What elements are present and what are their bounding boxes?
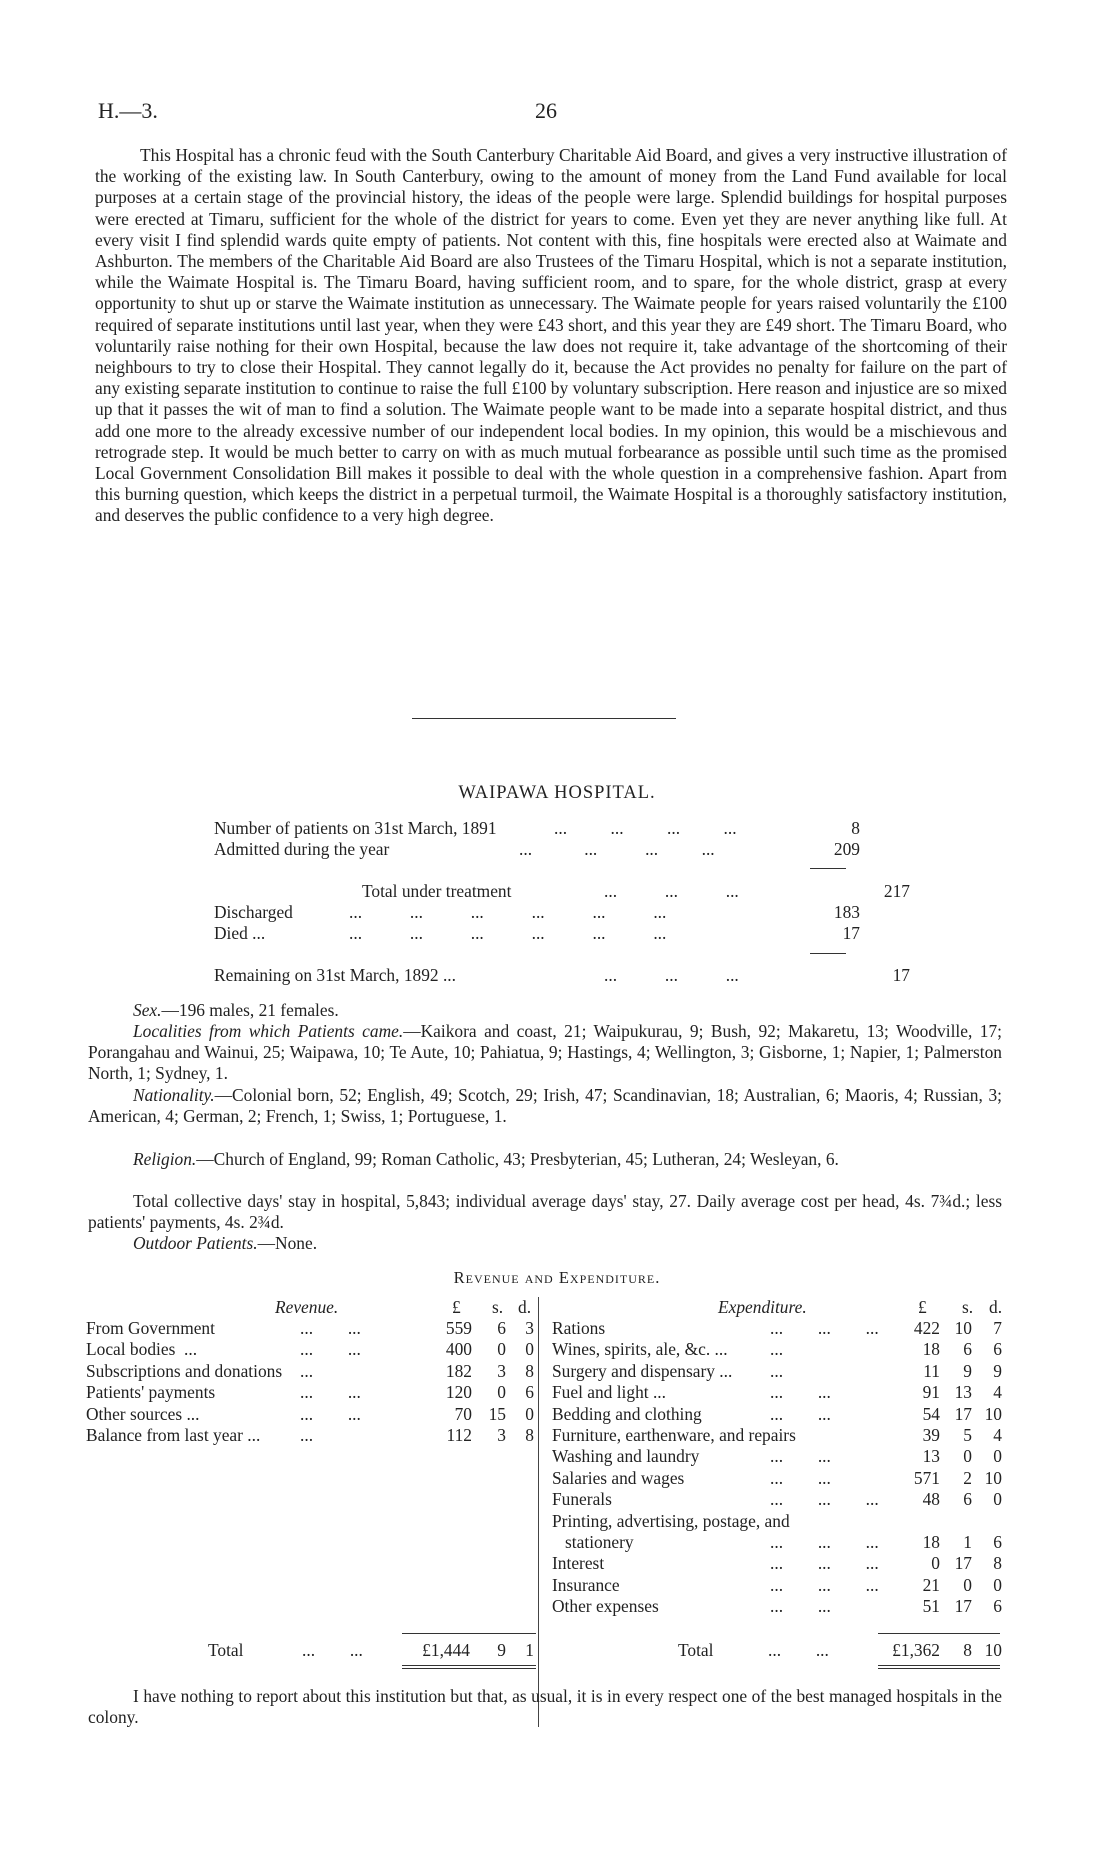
expenditure-row-pounds: 21 [922,1574,940,1595]
expenditure-row-label: Insurance [552,1574,620,1595]
row-dots: ... ... ... [604,965,739,985]
expenditure-total-double-rule [878,1668,1000,1669]
sum-line [810,953,846,954]
stay-paragraph: Total collective days' stay in hospital, 5,843; individual average days' stay, 27. Daily average cost per head, 4s. 7¾d.; less patients' payments, 4s. 2¾d. [88,1191,1002,1233]
revenue-row-pence: 0 [525,1339,534,1360]
revenue-total-double-rule [402,1668,536,1669]
expenditure-row-shillings: 13 [954,1382,972,1403]
revenue-col-pounds: £ [452,1297,461,1317]
page-number: 26 [535,98,557,123]
expenditure-row-dots: ... ... ... [770,1553,879,1574]
revenue-heading: Revenue. [275,1297,339,1317]
revenue-row-dots: ... ... [300,1382,361,1403]
expenditure-row-pounds: 0 [931,1553,940,1574]
revenue-total-double-rule [402,1665,536,1666]
expenditure-row-label: Wines, spirits, ale, &c. ... [552,1339,728,1360]
nationality-text: —Colonial born, 52; English, 49; Scotch, 29; Irish, 47; Scandinavian, 18; Australian, 6; Maoris, 4; Russian, 3; American, 4; German, 2; French, 1; Swiss, 1; Portuguese, 1. [88,1085,1002,1127]
row-dots: ... ... ... ... [519,839,715,859]
revenue-total-dots: ... ... [302,1640,363,1660]
expenditure-row-dots: ... [770,1339,784,1360]
expenditure-row-pence: 0 [993,1446,1002,1467]
outdoor-paragraph [88,1233,1002,1254]
localities-label: Localities from which Patients came. [133,1021,404,1041]
expenditure-row-label: Surgery and dispensary ... [552,1360,733,1381]
revenue-row-pounds: 400 [445,1339,472,1360]
expenditure-row-pence: 7 [993,1318,1002,1338]
expenditure-row-pence: 6 [993,1596,1002,1617]
revenue-total-pounds: £1,444 [422,1640,470,1660]
expenditure-row-pence: 10 [984,1467,1002,1488]
expenditure-row-dots: ... [770,1360,784,1381]
expenditure-total-pence: 10 [984,1640,1002,1660]
revenue-row-pence: 0 [525,1403,534,1424]
expenditure-row-label: stationery [552,1532,634,1552]
revenue-row-dots: ... ... [300,1318,361,1338]
revenue-row-label: Local bodies ... [86,1339,198,1360]
expenditure-row-pounds: 18 [922,1532,940,1552]
intro-paragraph: This Hospital has a chronic feud with the South Canterbury Charitable Aid Board, and gives a very instructive illustration of the working of the existing law. In South Canterbury, owing to the amount of money from the Land Fund available for local purposes at a certain stage of the provincial history, the ideas of the people were large. Splendid buildings for hospital purposes were erected at Timaru, sufficient for the whole of the district for years to come. Even yet they are never anything like full. At every visit I find splendid wards quite empty of patients. Not content with this, fine hospitals were erected also at Waimate and Ashburton. The members of the Charitable Aid Board are also Trustees of the Timaru Hospital, which is not a separate institution, while the Waimate Hospital is. The Timaru Board, having sufficient room, and to spare, for the whole district, grasp at every opportunity to shut up or starve the Waimate institution as unnecessary. The Waimate people for years raised voluntarily the £100 required of separate institutions until last year, when they were £43 short, and this year they are £49 short. The Timaru Board, who voluntarily raise nothing for their own Hospital, because the law does not require it, take advantage of the shortcoming of their neighbours to try to close their Hospital. They cannot legally do it, because the Act provides no penalty for failure on the part of any existing separate institution to continue to raise the full £100 by voluntary subscription. Here reason and injustice are so mixed up that it passes the wit of man to find a solution. The Waimate people want to be made into a separate hospital district, and thus add one more to the already excessive number of our independent local bodies. In my opinion, this would be a mischievous and retrograde step. It would be much better to carry on with as much mutual forbearance as possible until such time as the promised Local Government Consolidation Bill makes it possible to deal with the whole question in a comprehensive fashion. Apart from this burning question, which keeps the district in a perpetual turmoil, the Waimate Hospital is a thoroughly satisfactory institution, and deserves the public confidence to a very high degree. [95,145,1007,526]
expenditure-row-pence: 8 [993,1553,1002,1574]
expenditure-row-shillings: 2 [963,1467,972,1488]
expenditure-row-dots: ... ... [770,1403,831,1424]
religion-text: —Church of England, 99; Roman Catholic, 43; Presbyterian, 45; Lutheran, 24; Wesleyan, 6. [196,1149,839,1169]
row-label: Number of patients on 31st March, 1891 [214,818,497,838]
expenditure-total-pounds: £1,362 [892,1640,940,1660]
revenue-row-pounds: 70 [454,1403,472,1424]
revenue-total-rule [402,1633,536,1634]
expenditure-row-dots: ... ... [770,1382,831,1403]
expenditure-row-pence: 4 [993,1425,1002,1445]
expenditure-row-label: Printing, advertising, postage, and [552,1510,790,1531]
row-label: Remaining on 31st March, 1892 ... [214,965,456,985]
row-value: 17 [842,923,860,943]
localities-paragraph [88,1021,1002,1085]
expenditure-row-shillings: 17 [954,1553,972,1574]
row-value: 183 [833,902,860,922]
sex-paragraph [88,1000,1002,1021]
outdoor-label: Outdoor Patients. [133,1233,258,1253]
expenditure-row-pounds: 48 [922,1489,940,1510]
sex-label: Sex. [133,1000,162,1020]
row-label: Discharged [214,902,293,922]
expenditure-col-pounds: £ [918,1297,927,1317]
revenue-row-pounds: 182 [445,1360,472,1381]
expenditure-row-shillings: 10 [954,1318,972,1338]
row-label: Admitted during the year [214,839,390,859]
expenditure-row-shillings: 9 [963,1360,972,1381]
revenue-total-shillings: 9 [497,1640,506,1660]
column-divider [538,1297,539,1727]
revenue-row-shillings: 3 [497,1360,506,1381]
expenditure-row-label: Interest [552,1553,605,1574]
row-dots: ... ... ... ... ... ... [349,902,667,922]
row-dots: ... ... ... [604,881,739,901]
expenditure-row-label: Rations [552,1318,606,1338]
expenditure-col-shillings: s. [962,1297,974,1317]
section-divider [412,718,676,719]
expenditure-row-pounds: 18 [922,1339,940,1360]
expenditure-row-shillings: 6 [963,1489,972,1510]
revenue-total-pence: 1 [525,1640,534,1660]
revenue-row-shillings: 0 [497,1382,506,1403]
row-value: 217 [883,881,910,901]
expenditure-total-rule [878,1633,1000,1634]
revenue-row-pence: 8 [525,1360,534,1381]
expenditure-row-pence: 9 [993,1360,1002,1381]
row-value: 209 [833,839,860,859]
expenditure-row-shillings: 0 [963,1446,972,1467]
expenditure-row-pounds: 11 [923,1360,940,1381]
expenditure-col-pence: d. [989,1297,1003,1317]
revenue-row-pence: 6 [525,1382,534,1403]
expenditure-row-pence: 0 [993,1489,1002,1510]
revenue-row-label: Patients' payments [86,1382,216,1403]
expenditure-row-shillings: 0 [963,1574,972,1595]
row-value: 8 [851,818,860,838]
revenue-row-pence: 8 [525,1425,534,1445]
expenditure-row-pounds: 422 [913,1318,940,1338]
outdoor-text: —None. [257,1233,318,1253]
expenditure-row-label: Funerals [552,1489,612,1510]
revenue-col-pence: d. [518,1297,532,1317]
revenue-row-label: Other sources ... [86,1403,200,1424]
expenditure-row-dots: ... ... ... [770,1489,879,1510]
expenditure-row-shillings: 17 [954,1596,972,1617]
expenditure-total-dots: ... ... [768,1640,829,1660]
expenditure-row-pounds: 54 [922,1403,940,1424]
revenue-row-shillings: 6 [497,1318,506,1338]
expenditure-heading: Expenditure. [718,1297,807,1317]
expenditure-total-shillings: 8 [963,1640,972,1660]
expenditure-row-dots: ... ... [770,1446,831,1467]
expenditure-row-shillings: 1 [963,1532,972,1552]
expenditure-row-shillings: 17 [954,1403,972,1424]
expenditure-row-pence: 10 [984,1403,1002,1424]
revenue-row-dots: ... [300,1425,314,1445]
revenue-row-dots: ... ... [300,1339,361,1360]
page-identifier: H.—3. [98,98,158,123]
expenditure-row-pence: 0 [993,1574,1002,1595]
localities-text: —Kaikora and coast, 21; Waipukurau, 9; Bush, 92; Makaretu, 13; Woodville, 17; Porangahau and Wainui, 25; Waipawa, 10; Te Aute, 10; Pahiatua, 9; Hastings, 4; Wellington, 3; Gisborne, 1; Napier, 1; Palmerston North, 1; Sydney, 1. [88,1021,1002,1084]
revenue-row-label: Subscriptions and donations [86,1360,283,1381]
revenue-expenditure-title: Revenue and Expenditure. [453,1268,661,1287]
hospital-title: WAIPAWA HOSPITAL. [458,783,656,803]
revenue-row-pounds: 120 [445,1382,472,1403]
expenditure-row-pounds: 51 [922,1596,940,1617]
religion-label: Religion. [133,1149,197,1169]
row-dots: ... ... ... ... ... ... [349,923,667,943]
expenditure-row-label: Bedding and clothing [552,1403,702,1424]
revenue-row-pence: 3 [525,1318,534,1338]
revenue-row-dots: ... ... [300,1403,361,1424]
expenditure-row-label: Other expenses [552,1596,659,1617]
row-label: Died ... [214,923,266,943]
revenue-row-shillings: 3 [497,1425,506,1445]
revenue-row-label: Balance from last year ... [86,1425,261,1445]
expenditure-row-dots: ... ... ... [770,1318,879,1338]
sex-text: —196 males, 21 females. [161,1000,339,1020]
nationality-paragraph [88,1085,1002,1127]
revenue-col-shillings: s. [492,1297,504,1317]
expenditure-row-pence: 4 [993,1382,1002,1403]
expenditure-total-double-rule [878,1665,1000,1666]
expenditure-row-label: Washing and laundry [552,1446,700,1467]
revenue-row-pounds: 112 [446,1425,472,1445]
expenditure-row-label: Fuel and light ... [552,1382,666,1403]
nationality-label: Nationality. [133,1085,215,1105]
expenditure-row-dots: ... ... ... [770,1532,879,1552]
revenue-row-shillings: 0 [497,1339,506,1360]
row-dots: ... ... ... ... [554,818,737,838]
expenditure-row-pounds: 13 [922,1446,940,1467]
sum-line [810,868,846,869]
closing-paragraph: I have nothing to report about this institution but that, as usual, it is in every respect one of the best managed hospitals in the colony. [88,1686,1002,1728]
expenditure-row-shillings: 6 [963,1339,972,1360]
expenditure-row-pence: 6 [993,1532,1002,1552]
expenditure-row-pence: 6 [993,1339,1002,1360]
expenditure-row-dots: ... ... [770,1467,831,1488]
expenditure-row-label: Furniture, earthenware, and repairs [552,1425,796,1445]
revenue-row-shillings: 15 [488,1403,506,1424]
row-value: 17 [892,965,910,985]
expenditure-row-shillings: 5 [963,1425,972,1445]
row-label: Total under treatment [362,881,512,901]
religion-paragraph [88,1149,1002,1170]
expenditure-row-dots: ... ... [770,1596,831,1617]
revenue-row-pounds: 559 [445,1318,472,1338]
revenue-row-label: From Government [86,1318,215,1338]
revenue-total-label: Total [208,1640,244,1660]
expenditure-row-pounds: 571 [913,1467,940,1488]
expenditure-row-label: Salaries and wages [552,1467,685,1488]
expenditure-row-pounds: 39 [922,1425,940,1445]
expenditure-row-dots: ... ... ... [770,1574,879,1595]
revenue-row-dots: ... [300,1360,314,1381]
expenditure-row-pounds: 91 [922,1382,940,1403]
expenditure-total-label: Total [678,1640,714,1660]
